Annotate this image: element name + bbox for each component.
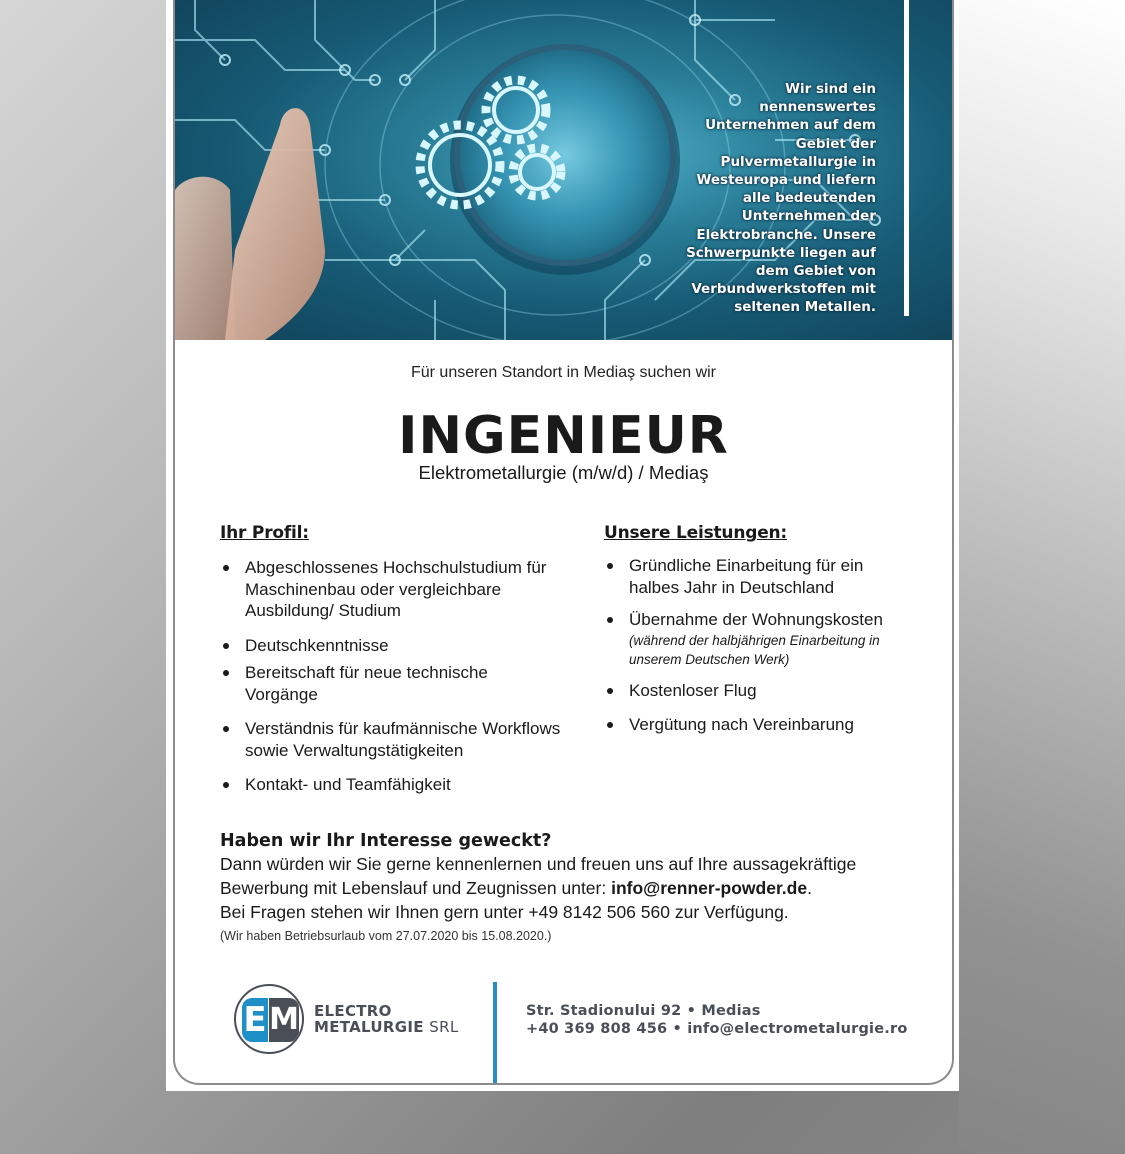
list-item-note: (während der halbjährigen Einarbeitung in unserem Deutschen Werk)	[629, 632, 880, 667]
company-name	[314, 1003, 458, 1035]
list-item: Kostenloser Flug	[604, 680, 914, 702]
list-item: Kontakt- und Teamfähigkeit	[220, 774, 580, 796]
company-description: Wir sind ein nennenswertes Unternehmen auf dem Gebiet der Pulvermetallurgie in Westeuropa und liefern alle bedeutenden Unternehmen der Elektrobranche. Unsere Schwerpunkte liegen auf dem Gebiet von Verbundwerkstoffen mit seltenen Metallen.	[686, 81, 876, 316]
hero-accent-bar	[904, 0, 909, 316]
logo-letter-e: E	[243, 1000, 267, 1040]
job-subtitle: Elektrometallurgie (m/w/d) / Mediaş	[418, 462, 709, 483]
list-item	[604, 609, 914, 669]
footer-contact	[526, 1002, 908, 1038]
profile-heading: Ihr Profil:	[220, 523, 309, 543]
job-ad-card	[173, 0, 954, 1085]
list-item-label: Übernahme der Wohnungskosten	[629, 610, 883, 629]
application-email-link[interactable]: info@renner-powder.de	[611, 878, 808, 898]
job-title: INGENIEUR	[398, 406, 729, 466]
company-logo	[234, 984, 304, 1054]
profile-list	[220, 557, 580, 796]
cta-line2	[220, 876, 920, 900]
footer-divider	[493, 982, 497, 1085]
cta-line1: Dann würden wir Sie gerne kennenlernen und freuen uns auf Ihre aussagekräftige	[220, 854, 857, 874]
company-name-line2: METALURGIE	[314, 1018, 424, 1036]
company-name-line1: ELECTRO	[314, 1002, 392, 1020]
footer-phone-email: +40 369 808 456 • info@electrometalurgie.ro	[526, 1021, 908, 1037]
list-item: Deutschkenntnisse	[220, 635, 580, 657]
list-item: Vergütung nach Vereinbarung	[604, 714, 914, 736]
benefits-heading: Unsere Leistungen:	[604, 523, 788, 543]
intro-text: Für unseren Standort in Mediaş suchen wir	[410, 364, 717, 381]
background-right	[959, 0, 1125, 1154]
list-item: Bereitschaft für neue technische Vorgänge	[220, 662, 530, 705]
footer-address: Str. Stadionului 92 • Medias	[526, 1003, 761, 1019]
cta-line3: Bei Fragen stehen wir Ihnen gern unter +49 8142 506 560 zur Verfügung.	[220, 902, 789, 922]
list-item: Verständnis für kaufmännische Workflows sowie Verwaltungstätigkeiten	[220, 718, 570, 761]
list-item: Abgeschlossenes Hochschulstudium für Maschinenbau oder vergleichbare Ausbildung/ Studium	[220, 557, 580, 622]
cta-heading: Haben wir Ihr Interesse geweckt?	[220, 831, 552, 851]
company-name-srl: SRL	[429, 1018, 459, 1036]
call-to-action	[220, 830, 920, 946]
cta-line2-period: .	[807, 878, 812, 898]
cta-line2-text: Bewerbung mit Lebenslauf und Zeugnissen unter:	[220, 878, 607, 898]
hero-banner	[175, 0, 952, 340]
benefits-list	[604, 555, 914, 736]
logo-letter-m: M	[269, 998, 299, 1042]
list-item: Gründliche Einarbeitung für ein halbes Jahr in Deutschland	[604, 555, 894, 598]
vacation-note: (Wir haben Betriebsurlaub vom 27.07.2020 bis 15.08.2020.)	[220, 929, 552, 943]
